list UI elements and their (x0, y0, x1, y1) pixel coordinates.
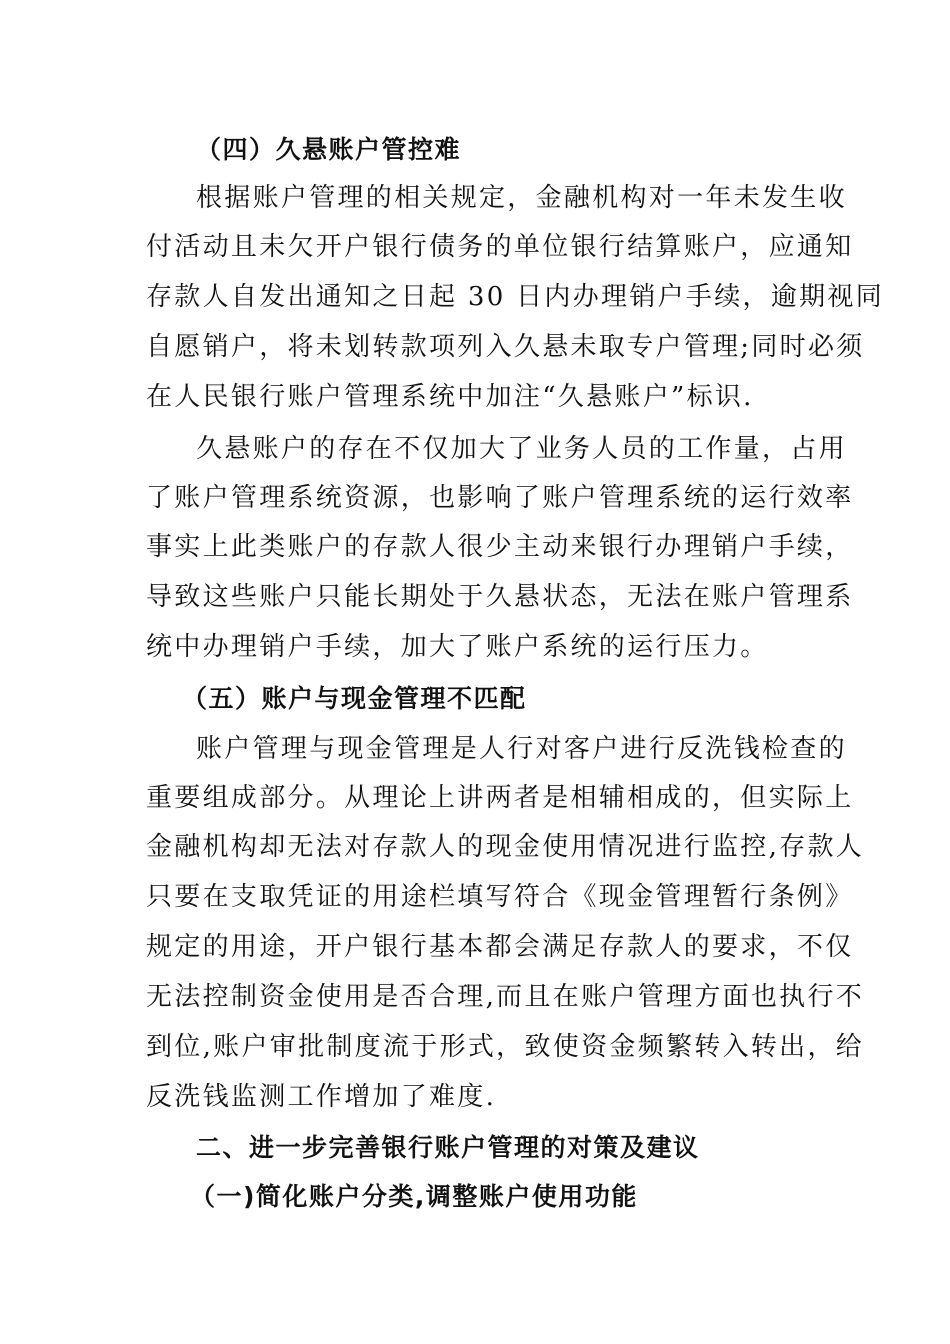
paragraph-line: 自愿销户，将未划转款项列入久悬未取专户管理;同时必须 (146, 332, 865, 362)
heading-section-4: （四）久悬账户管控难 (196, 135, 462, 164)
paragraph-line: 只要在支取凭证的用途栏填写符合《现金管理暂行条例》 (146, 882, 854, 912)
paragraph-line: 账户管理与现金管理是人行对客户进行反洗钱检查的 (196, 734, 847, 764)
paragraph-line: 根据账户管理的相关规定，金融机构对一年未发生收 (196, 183, 847, 213)
paragraph-line: 统中办理销户手续，加大了账户系统的运行压力。 (146, 632, 769, 662)
paragraph-line: 反洗钱监测工作增加了难度. (146, 1082, 497, 1112)
paragraph-line: 到位,账户审批制度流于形式，致使资金频繁转入转出，给 (146, 1032, 865, 1062)
paragraph-line: 重要组成部分。从理论上讲两者是相辅相成的，但实际上 (146, 783, 854, 813)
paragraph-line: 付活动且未欠开户银行债务的单位银行结算账户，应通知 (146, 232, 854, 262)
heading-subsection-1: （一)简化账户分类,调整账户使用功能 (190, 1182, 638, 1211)
paragraph-line: 存款人自发出通知之日起 30 日内办理销户手续，逾期视同 (146, 282, 885, 312)
paragraph-line: 久悬账户的存在不仅加大了业务人员的工作量，占用 (196, 434, 847, 464)
paragraph-line: 了账户管理系统资源，也影响了账户管理系统的运行效率 (146, 483, 854, 513)
paragraph-line: 规定的用途，开户银行基本都会满足存款人的要求，不仅 (146, 932, 854, 962)
paragraph-line: 导致这些账户只能长期处于久悬状态，无法在账户管理系 (146, 582, 854, 612)
paragraph-line: 无法控制资金使用是否合理,而且在账户管理方面也执行不 (146, 982, 865, 1012)
paragraph-line: 金融机构却无法对存款人的现金使用情况进行监控,存款人 (146, 832, 865, 862)
paragraph-line: 事实上此类账户的存款人很少主动来银行办理销户手续， (146, 532, 854, 562)
heading-section-5: （五）账户与现金管理不匹配 (182, 684, 527, 713)
section-2-title: 二、进一步完善银行账户管理的对策及建议 (196, 1133, 700, 1162)
paragraph-line: 在人民银行账户管理系统中加注“久悬账户”标识. (146, 382, 754, 412)
